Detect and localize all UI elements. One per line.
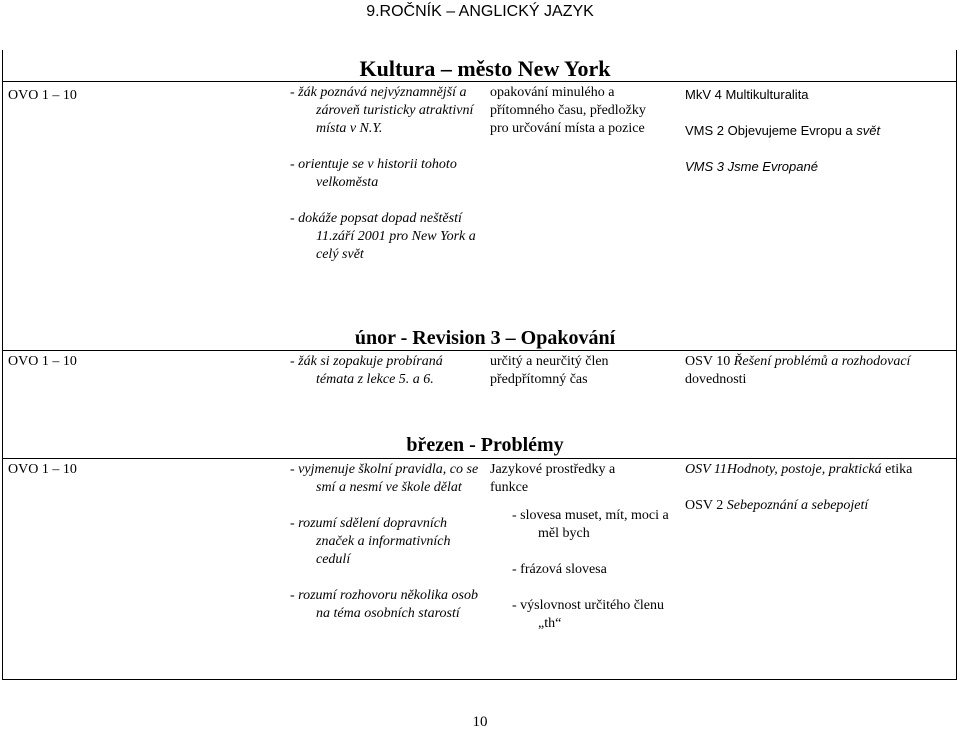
cross-topics <box>685 86 945 176</box>
ovo-label: OVO 1 – 10 <box>8 354 77 369</box>
page-number: 10 <box>472 714 488 730</box>
outcome-item: - vyjmenuje školní pravidla, co se smí a nesmí ve škole dělat <box>290 462 479 495</box>
content-list <box>490 507 680 633</box>
ovo-label: OVO 1 – 10 <box>8 462 77 477</box>
section-divider <box>2 81 957 82</box>
cross-topics: OSV 10 Řešení problémů a rozhodovací dovednosti <box>685 354 911 387</box>
outcome-item: - rozumí rozhovoru několika osob na téma osobních starostí <box>290 588 478 621</box>
content-list-item: - výslovnost určitého členu „th“ <box>512 598 665 631</box>
page-header: 9.ROČNÍK – ANGLICKÝ JAZYK <box>366 3 594 20</box>
outcome-item: - rozumí sdělení dopravních značek a informativních cedulí <box>290 516 451 567</box>
cross-topic-item: MkV 4 Multikulturalita <box>685 87 809 102</box>
section-title-brezen: březen - Problémy <box>406 434 564 456</box>
outcome-item: - orientuje se v historii tohoto velkoměsta <box>290 157 457 190</box>
outcome-item: - dokáže popsat dopad neštěstí 11.září 2001 pro New York a celý svět <box>290 211 476 262</box>
cross-topic-item: OSV 2 Sebepoznání a sebepojetí <box>685 498 869 513</box>
outcome-item: - žák si zopakuje probíraná témata z lekce 5. a 6. <box>290 354 443 387</box>
section-divider <box>2 458 957 459</box>
content-list-item: - frázová slovesa <box>512 562 607 577</box>
ovo-label: OVO 1 – 10 <box>8 88 77 103</box>
outcome-item-1 <box>290 84 480 264</box>
pupil-outcome <box>290 461 480 623</box>
pupil-outcome <box>290 353 480 389</box>
curriculum-content <box>490 84 660 138</box>
content-list-item: - slovesa muset, mít, moci a měl bych <box>512 508 669 541</box>
cross-topics <box>685 461 950 515</box>
curriculum-content <box>490 461 680 651</box>
table-border-right <box>956 50 957 680</box>
table-border-left <box>2 50 3 680</box>
cross-topic-item: VMS 3 Jsme Evropané <box>685 159 818 174</box>
content-intro: Jazykové prostředky a funkce <box>490 462 616 495</box>
section-title-unor: únor - Revision 3 – Opakování <box>354 327 616 349</box>
outcome-item: - žák poznává nejvýznamnější a zároveň turisticky atraktivní místa v N.Y. <box>290 85 474 136</box>
content-text: určitý a neurčitý člen předpřítomný čas <box>490 354 609 387</box>
cross-topic-item: VMS 2 Objevujeme Evropu a svět <box>685 123 881 138</box>
section-title-kultura: Kultura – město New York <box>359 56 611 81</box>
curriculum-content <box>490 353 655 389</box>
table-border-bottom <box>2 679 957 680</box>
cross-topic-item: OSV 11Hodnoty, postoje, praktická etika <box>685 462 913 477</box>
content-text: opakování minulého a přítomného času, předložky pro určování místa a pozice <box>490 85 646 136</box>
section-divider <box>2 350 957 351</box>
